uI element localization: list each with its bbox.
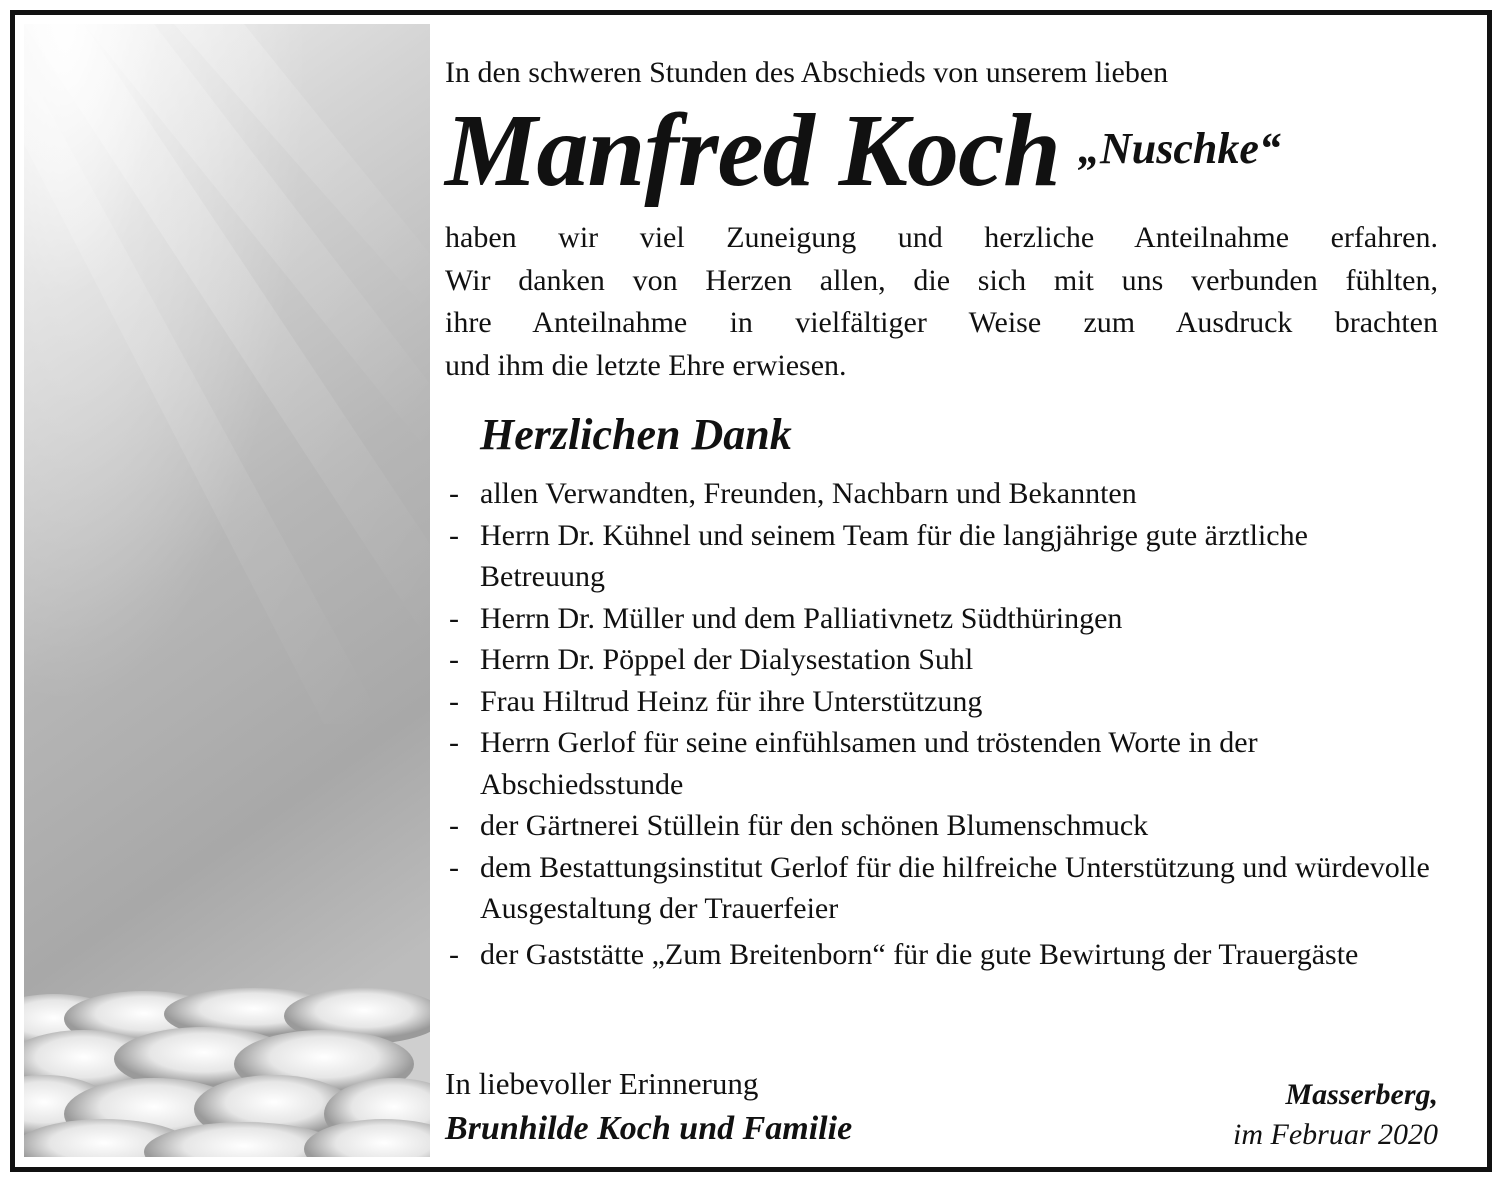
deceased-nickname: „Nuschke“ [1077,124,1281,173]
date: im Februar 2020 [1233,1118,1438,1151]
list-item: - Herrn Gerlof für seine einfühlsamen und tröstenden Worte in der Abschiedsstunde [445,722,1438,805]
list-item: - allen Verwandten, Freunden, Nachbarn und Bekannten [445,473,1438,515]
obituary-frame [10,10,1492,1172]
name-line [445,93,1438,211]
thanks-heading: Herzlichen Dank [480,410,792,459]
signature-block [445,1065,1438,1165]
sky-clouds-image [24,24,430,1157]
list-item: - dem Bestattungsinstitut Gerlof für die hilfreiche Unterstützung und würdevolle Ausgestaltung der Trauerfeier [445,847,1438,930]
list-item: - Herrn Dr. Pöppel der Dialysestation Suhl [445,639,1438,681]
thanks-list [445,473,1438,980]
list-item: - der Gärtnerei Stüllein für den schönen Blumenschmuck [445,805,1438,847]
list-item: - der Gaststätte „Zum Breitenborn“ für die gute Bewirtung der Trauergäste [445,930,1438,980]
thanks-paragraph [445,217,1438,387]
notice-text [445,55,1438,980]
paragraph-line: ihre Anteilnahme in vielfältiger Weise zum Ausdruck brachten [445,306,1438,339]
paragraph-line: haben wir viel Zuneigung und herzliche Anteilnahme erfahren. [445,221,1438,254]
place: Masserberg, [1285,1078,1438,1111]
closing-text: In liebevoller Erinnerung [445,1066,759,1101]
list-item: - Herrn Dr. Müller und dem Palliativnetz Südthüringen [445,598,1438,640]
signature: Brunhilde Koch und Familie [445,1110,853,1147]
intro-text: In den schweren Stunden des Abschieds von unserem lieben [445,56,1169,89]
paragraph-line: Wir danken von Herzen allen, die sich mit uns verbunden fühlten, [445,263,1438,297]
paragraph-line: und ihm die letzte Ehre erwiesen. [445,348,847,382]
deceased-name: Manfred Koch [445,93,1060,208]
list-item: - Herrn Dr. Kühnel und seinem Team für die langjährige gute ärztliche Betreuung [445,515,1438,598]
list-item: - Frau Hiltrud Heinz für ihre Unterstützung [445,681,1438,723]
